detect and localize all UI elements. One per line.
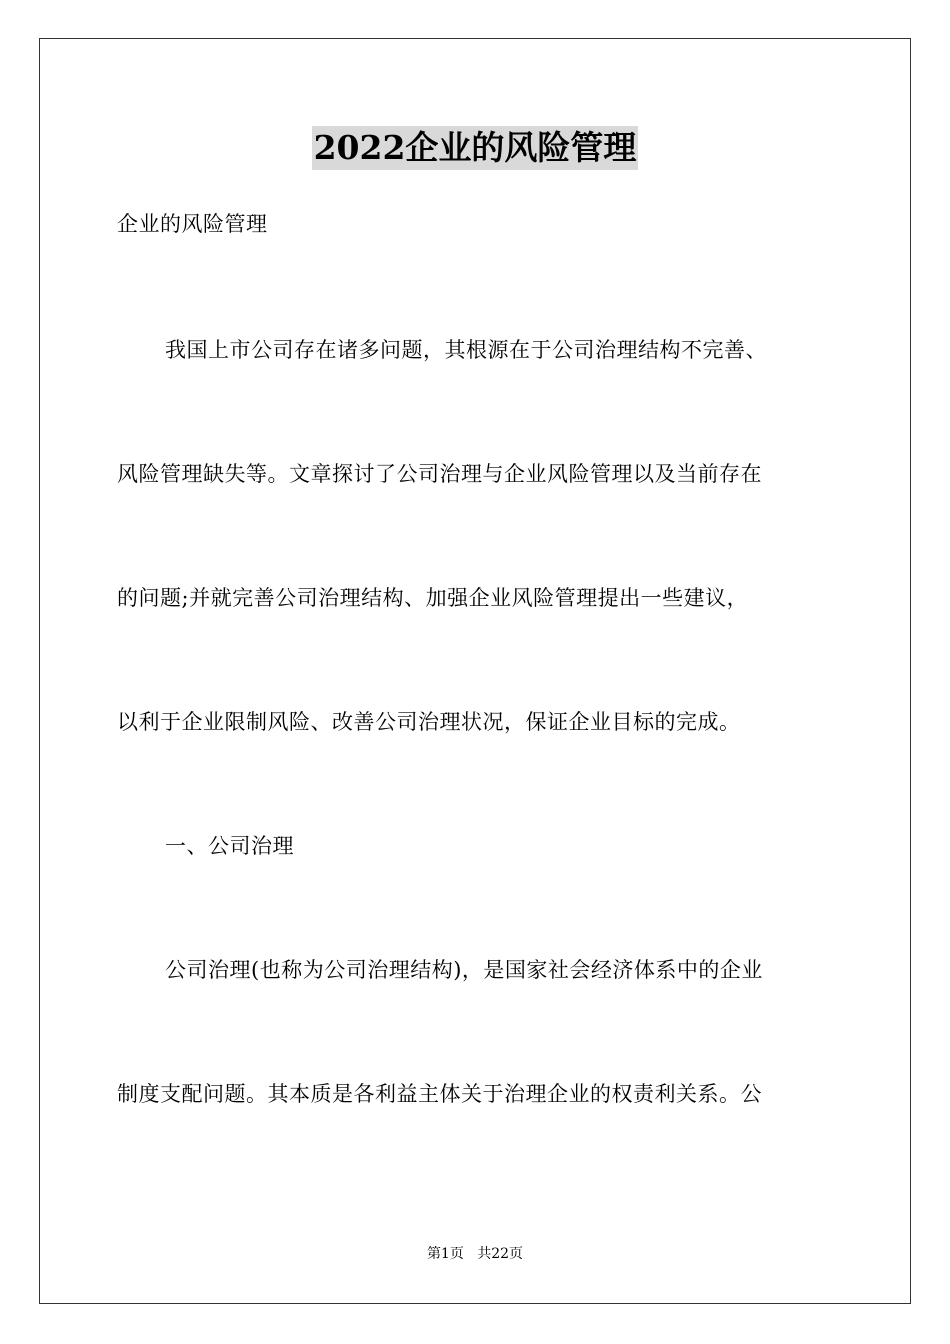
document-title: 2022企业的风险管理 xyxy=(312,126,639,170)
page-number: 第1页 xyxy=(426,1246,464,1262)
page-total: 共22页 xyxy=(477,1246,524,1262)
paragraph-line: 的问题;并就完善公司治理结构、加强企业风险管理提出一些建议， xyxy=(117,586,749,610)
section-heading: 一、公司治理 xyxy=(165,834,294,858)
paragraph-line: 制度支配问题。其本质是各利益主体关于治理企业的权责利关系。公 xyxy=(117,1082,762,1106)
paragraph-line: 我国上市公司存在诸多问题，其根源在于公司治理结构不完善、 xyxy=(165,338,767,362)
paragraph-line: 风险管理缺失等。文章探讨了公司治理与企业风险管理以及当前存在 xyxy=(117,462,762,486)
document-subtitle: 企业的风险管理 xyxy=(117,212,268,236)
paragraph-line: 以利于企业限制风险、改善公司治理状况，保证企业目标的完成。 xyxy=(117,710,741,734)
page-footer xyxy=(0,1245,950,1263)
title-wrap xyxy=(0,126,950,170)
paragraph-line: 公司治理(也称为公司治理结构)，是国家社会经济体系中的企业 xyxy=(165,958,763,982)
